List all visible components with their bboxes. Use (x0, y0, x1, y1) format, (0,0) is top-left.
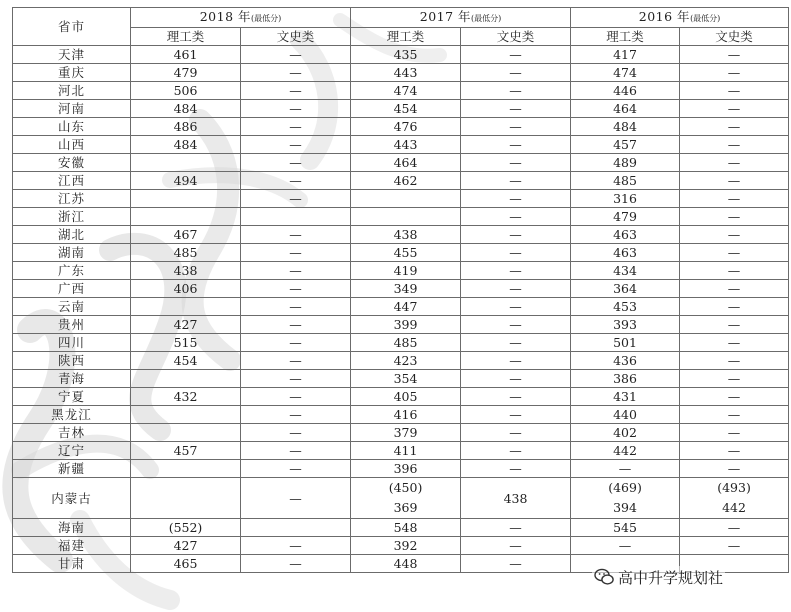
score-cell: — (241, 154, 351, 172)
table-row (13, 154, 789, 172)
score-cell (680, 478, 789, 519)
score-cell (241, 519, 351, 537)
score-cell (131, 190, 241, 208)
header-science: 理工类 (131, 28, 241, 46)
score-cell: 435 (351, 46, 461, 64)
year-note: (最低分) (471, 14, 502, 23)
score-cell: — (461, 244, 571, 262)
table-row (13, 190, 789, 208)
score-cell: 417 (571, 46, 680, 64)
province-cell: 贵州 (13, 316, 131, 334)
score-cell (351, 478, 461, 519)
score-value: (493) (717, 480, 751, 495)
score-cell: 454 (131, 352, 241, 370)
score-cell (351, 190, 461, 208)
score-cell: — (241, 406, 351, 424)
score-cell: — (241, 370, 351, 388)
score-cell (131, 424, 241, 442)
province-cell: 四川 (13, 334, 131, 352)
score-cell: 494 (131, 172, 241, 190)
score-cell: — (461, 352, 571, 370)
score-cell: — (680, 262, 789, 280)
score-cell: — (680, 136, 789, 154)
score-cell: 506 (131, 82, 241, 100)
score-cell: — (461, 316, 571, 334)
province-cell: 吉林 (13, 424, 131, 442)
province-cell: 山西 (13, 136, 131, 154)
table-row (13, 208, 789, 226)
score-cell: — (241, 555, 351, 573)
wechat-logo-icon (594, 568, 614, 586)
header-province: 省市 (13, 8, 131, 46)
header-year-2016 (571, 8, 789, 28)
header-science: 理工类 (571, 28, 680, 46)
score-cell: — (461, 154, 571, 172)
province-cell: 江苏 (13, 190, 131, 208)
score-cell: — (680, 388, 789, 406)
score-cell: — (680, 537, 789, 555)
score-cell: — (241, 118, 351, 136)
score-cell: — (680, 190, 789, 208)
score-cell: 443 (351, 64, 461, 82)
score-cell: — (241, 82, 351, 100)
score-cell: 443 (351, 136, 461, 154)
score-cell: — (461, 406, 571, 424)
score-cell: 427 (131, 537, 241, 555)
province-cell: 江西 (13, 172, 131, 190)
score-cell: — (461, 100, 571, 118)
score-cell: 405 (351, 388, 461, 406)
table-row (13, 136, 789, 154)
score-cell: 486 (131, 118, 241, 136)
year-label: 2017 年 (419, 9, 472, 24)
score-cell: — (680, 352, 789, 370)
score-cell: — (680, 154, 789, 172)
header-arts: 文史类 (680, 28, 789, 46)
province-cell: 内蒙古 (13, 478, 131, 519)
province-cell: 海南 (13, 519, 131, 537)
score-value: (450) (388, 480, 423, 495)
score-cell: 364 (571, 280, 680, 298)
table-row (13, 352, 789, 370)
score-cell: — (461, 298, 571, 316)
score-cell: 476 (351, 118, 461, 136)
score-cell: — (680, 424, 789, 442)
score-cell: — (461, 388, 571, 406)
table-row (13, 262, 789, 280)
score-cell: 354 (351, 370, 461, 388)
score-cell: 419 (351, 262, 461, 280)
score-cell: — (461, 82, 571, 100)
score-cell: — (461, 460, 571, 478)
province-cell: 天津 (13, 46, 131, 64)
score-cell: — (241, 46, 351, 64)
year-note: (最低分) (690, 14, 721, 23)
score-cell: 447 (351, 298, 461, 316)
score-cell: 438 (131, 262, 241, 280)
score-cell: — (461, 136, 571, 154)
table-row (13, 519, 789, 537)
score-cell: — (461, 334, 571, 352)
province-cell: 黑龙江 (13, 406, 131, 424)
score-cell: — (461, 537, 571, 555)
score-cell: — (461, 46, 571, 64)
score-cell: 431 (571, 388, 680, 406)
score-cell: 436 (571, 352, 680, 370)
score-cell (131, 478, 241, 519)
score-cell: — (461, 442, 571, 460)
score-cell: — (241, 460, 351, 478)
province-cell: 湖北 (13, 226, 131, 244)
province-cell: 广东 (13, 262, 131, 280)
province-cell: 河北 (13, 82, 131, 100)
score-cell: — (680, 64, 789, 82)
province-cell: 河南 (13, 100, 131, 118)
table-row (13, 172, 789, 190)
score-cell: — (461, 172, 571, 190)
score-cell: 467 (131, 226, 241, 244)
score-cell: 457 (131, 442, 241, 460)
score-cell: — (461, 262, 571, 280)
table-row (13, 442, 789, 460)
score-cell: 485 (571, 172, 680, 190)
province-cell: 山东 (13, 118, 131, 136)
score-cell (241, 208, 351, 226)
score-cell: — (461, 208, 571, 226)
table-row (13, 316, 789, 334)
table-row (13, 334, 789, 352)
header-arts: 文史类 (241, 28, 351, 46)
score-cell: 484 (131, 100, 241, 118)
province-cell: 陕西 (13, 352, 131, 370)
score-cell: 432 (131, 388, 241, 406)
table-row (13, 406, 789, 424)
province-cell: 福建 (13, 537, 131, 555)
table-row (13, 118, 789, 136)
score-cell: — (241, 226, 351, 244)
province-cell: 青海 (13, 370, 131, 388)
table-row-inner-mongolia (13, 478, 789, 519)
province-cell: 辽宁 (13, 442, 131, 460)
score-cell: — (241, 537, 351, 555)
table-row (13, 388, 789, 406)
header-arts: 文史类 (461, 28, 571, 46)
score-cell: 464 (571, 100, 680, 118)
score-cell: 396 (351, 460, 461, 478)
score-cell: 379 (351, 424, 461, 442)
province-cell: 浙江 (13, 208, 131, 226)
score-cell: — (680, 100, 789, 118)
score-cell: — (680, 280, 789, 298)
score-cell: — (461, 118, 571, 136)
score-cell: — (241, 136, 351, 154)
table-row (13, 537, 789, 555)
score-cell: — (241, 316, 351, 334)
score-cell: 411 (351, 442, 461, 460)
score-cell (571, 478, 680, 519)
score-value: 442 (722, 500, 746, 515)
score-cell: 515 (131, 334, 241, 352)
table-row (13, 424, 789, 442)
score-cell: — (680, 316, 789, 334)
province-cell: 湖南 (13, 244, 131, 262)
score-cell: — (241, 388, 351, 406)
score-cell: 474 (351, 82, 461, 100)
wechat-brand-watermark (592, 566, 725, 588)
province-cell: 重庆 (13, 64, 131, 82)
header-year-2017 (351, 8, 571, 28)
province-cell: 云南 (13, 298, 131, 316)
table-row (13, 460, 789, 478)
score-cell: 440 (571, 406, 680, 424)
score-cell: 454 (351, 100, 461, 118)
score-cell: 349 (351, 280, 461, 298)
score-cell: 479 (571, 208, 680, 226)
score-cell: — (241, 262, 351, 280)
score-value: (469) (608, 480, 642, 495)
score-cell: 479 (131, 64, 241, 82)
score-cell: 392 (351, 537, 461, 555)
score-cell: 406 (131, 280, 241, 298)
table-row (13, 64, 789, 82)
score-cell: 393 (571, 316, 680, 334)
year-label: 2016 年 (638, 9, 691, 24)
score-cell: — (241, 172, 351, 190)
score-cell: — (241, 280, 351, 298)
score-cell: — (680, 172, 789, 190)
score-cell: — (680, 208, 789, 226)
score-cell: — (241, 100, 351, 118)
score-cell: 442 (571, 442, 680, 460)
header-science: 理工类 (351, 28, 461, 46)
score-cell: — (680, 118, 789, 136)
score-cell: 501 (571, 334, 680, 352)
score-cell: — (461, 555, 571, 573)
score-value: 394 (613, 500, 637, 515)
score-cell: 462 (351, 172, 461, 190)
province-cell: 新疆 (13, 460, 131, 478)
score-cell: — (241, 190, 351, 208)
score-cell: 386 (571, 370, 680, 388)
score-cell: 457 (571, 136, 680, 154)
score-cell: — (461, 424, 571, 442)
score-cell: 455 (351, 244, 461, 262)
score-cell (351, 208, 461, 226)
score-cell: — (680, 244, 789, 262)
score-cell: 484 (131, 136, 241, 154)
score-cell (131, 298, 241, 316)
score-cell: — (680, 82, 789, 100)
score-value: 369 (393, 500, 418, 515)
province-cell: 甘肃 (13, 555, 131, 573)
score-cell: 474 (571, 64, 680, 82)
score-cell: 484 (571, 118, 680, 136)
score-cell: — (680, 46, 789, 64)
score-cell: 427 (131, 316, 241, 334)
score-cell: — (461, 519, 571, 537)
score-cell: 438 (351, 226, 461, 244)
score-cell: — (680, 406, 789, 424)
score-cell: — (241, 478, 351, 519)
score-cell: — (461, 64, 571, 82)
score-cell: — (680, 334, 789, 352)
year-label: 2018 年 (199, 9, 252, 24)
score-cell: — (680, 226, 789, 244)
score-cell (131, 370, 241, 388)
score-cell: — (241, 244, 351, 262)
score-cell: 485 (131, 244, 241, 262)
score-cell: — (461, 370, 571, 388)
score-cell: — (571, 460, 680, 478)
score-cell: 399 (351, 316, 461, 334)
score-cell (131, 208, 241, 226)
table-row (13, 280, 789, 298)
score-cell: 438 (461, 478, 571, 519)
score-cell: — (461, 226, 571, 244)
score-cell: — (571, 537, 680, 555)
score-cell: — (461, 280, 571, 298)
score-cell: — (241, 334, 351, 352)
header-year-2018 (131, 8, 351, 28)
admission-score-table (12, 7, 789, 573)
score-cell: 448 (351, 555, 461, 573)
score-cell: — (680, 442, 789, 460)
score-cell: 416 (351, 406, 461, 424)
score-cell: 446 (571, 82, 680, 100)
score-cell: — (680, 298, 789, 316)
score-cell: — (680, 460, 789, 478)
score-cell: 463 (571, 244, 680, 262)
score-cell: 485 (351, 334, 461, 352)
score-cell: 465 (131, 555, 241, 573)
score-cell: — (680, 370, 789, 388)
score-cell: — (241, 442, 351, 460)
score-cell: — (241, 424, 351, 442)
score-cell: 548 (351, 519, 461, 537)
score-cell: 463 (571, 226, 680, 244)
score-cell: 316 (571, 190, 680, 208)
province-cell: 安徽 (13, 154, 131, 172)
score-cell: — (461, 190, 571, 208)
table-row (13, 100, 789, 118)
brand-name: 高中升学规划社 (618, 568, 724, 587)
score-cell: 453 (571, 298, 680, 316)
score-cell: 464 (351, 154, 461, 172)
score-cell: — (241, 352, 351, 370)
score-cell (131, 154, 241, 172)
table-row (13, 226, 789, 244)
score-cell: 545 (571, 519, 680, 537)
score-cell: 434 (571, 262, 680, 280)
score-cell: (552) (131, 519, 241, 537)
score-cell (131, 406, 241, 424)
table-row (13, 370, 789, 388)
score-cell: 461 (131, 46, 241, 64)
province-cell: 广西 (13, 280, 131, 298)
table-row (13, 46, 789, 64)
score-cell: 489 (571, 154, 680, 172)
table-row (13, 298, 789, 316)
score-cell: — (241, 64, 351, 82)
table-row (13, 244, 789, 262)
score-cell: 402 (571, 424, 680, 442)
year-note: (最低分) (251, 14, 282, 23)
score-cell: 423 (351, 352, 461, 370)
table-row (13, 82, 789, 100)
score-cell: — (241, 298, 351, 316)
score-cell (131, 460, 241, 478)
province-cell: 宁夏 (13, 388, 131, 406)
score-cell: — (680, 519, 789, 537)
